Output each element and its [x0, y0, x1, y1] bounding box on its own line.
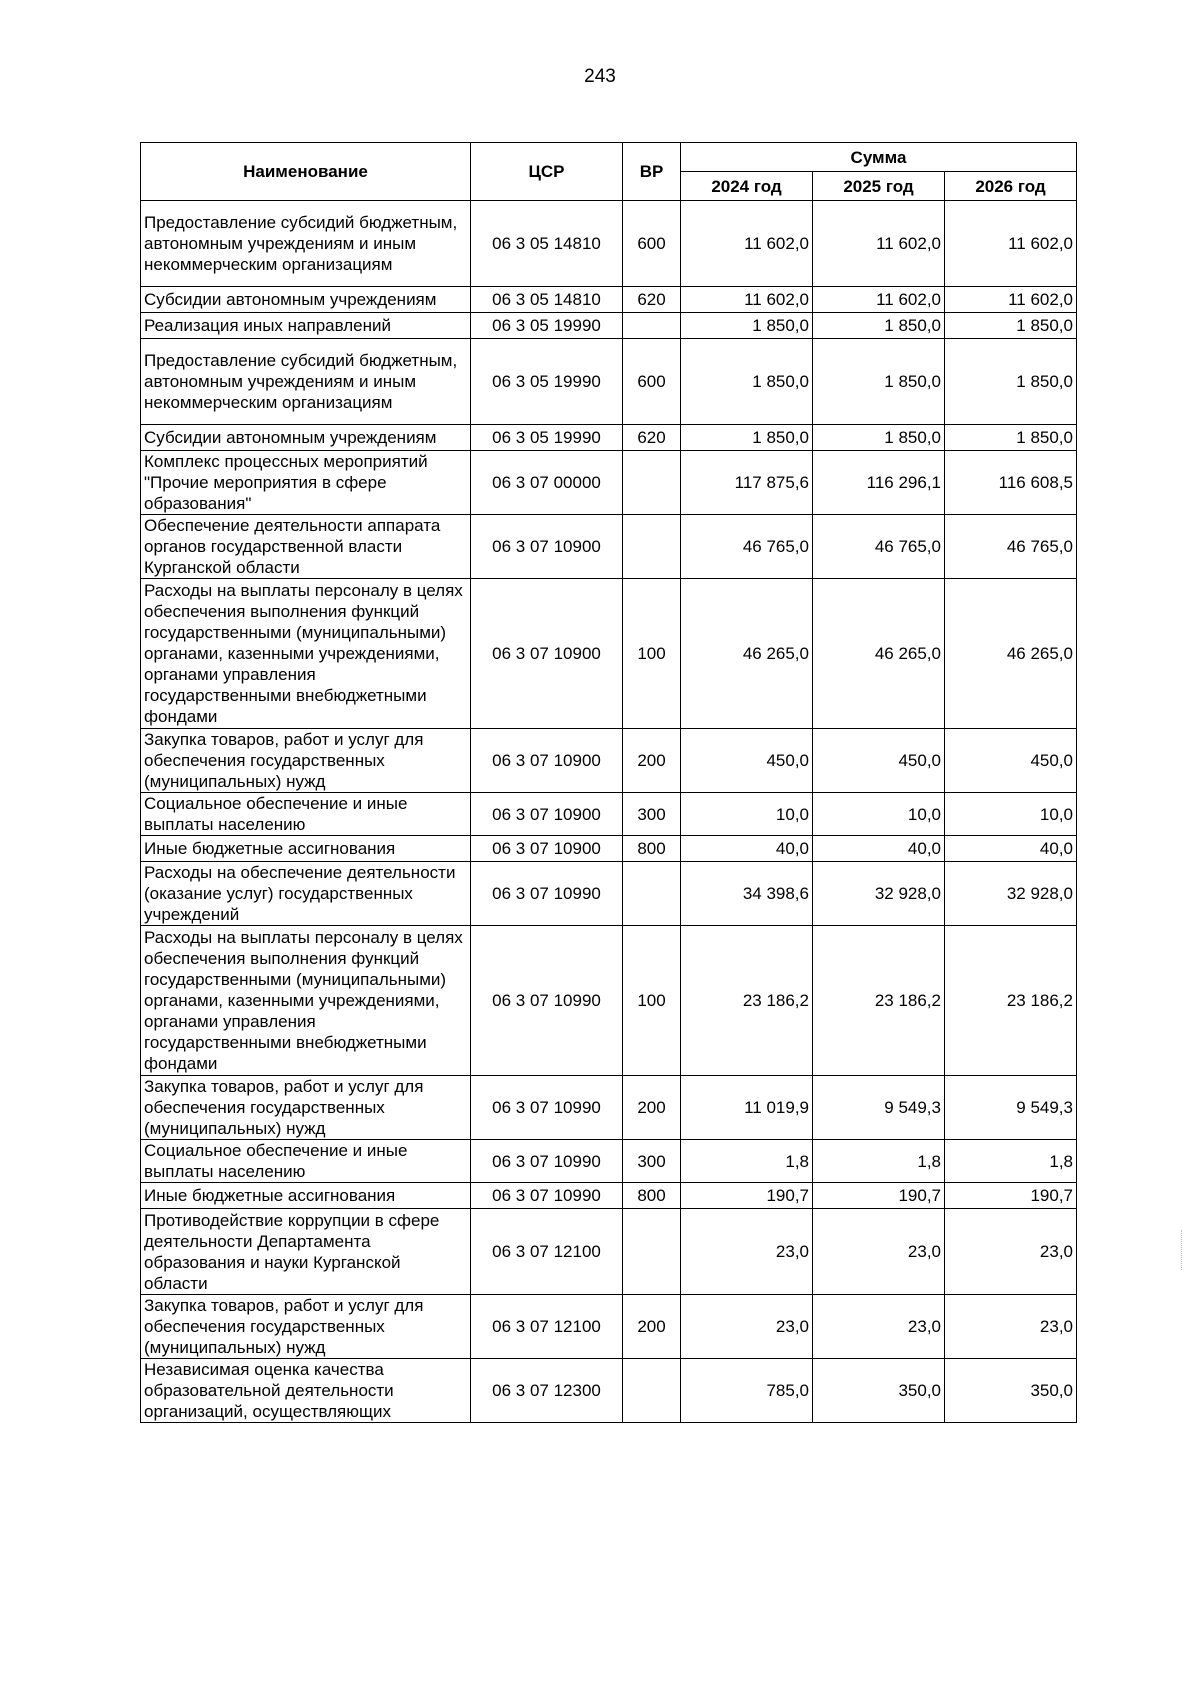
row-name: Обеспечение деятельности аппарата органов государственной власти Курганской области — [141, 515, 471, 579]
row-amount-2026: 450,0 — [945, 729, 1077, 793]
row-csr: 06 3 05 19990 — [471, 313, 623, 339]
row-amount-2025: 23 186,2 — [813, 926, 945, 1076]
row-name: Реализация иных направлений — [141, 313, 471, 339]
row-amount-2025: 23,0 — [813, 1209, 945, 1295]
row-amount-2026: 1,8 — [945, 1140, 1077, 1183]
row-csr: 06 3 07 10900 — [471, 793, 623, 836]
row-amount-2024: 46 265,0 — [681, 579, 813, 729]
row-vr — [623, 1359, 681, 1423]
table-row — [141, 793, 1077, 836]
row-csr: 06 3 07 10900 — [471, 729, 623, 793]
table-row — [141, 926, 1077, 1076]
table-row — [141, 1295, 1077, 1359]
row-amount-2025: 10,0 — [813, 793, 945, 836]
row-vr — [623, 1209, 681, 1295]
row-amount-2024: 11 019,9 — [681, 1076, 813, 1140]
header-2026: 2026 год — [945, 172, 1077, 201]
table-row — [141, 729, 1077, 793]
row-amount-2025: 450,0 — [813, 729, 945, 793]
row-name: Иные бюджетные ассигнования — [141, 836, 471, 862]
row-amount-2025: 1 850,0 — [813, 425, 945, 451]
row-csr: 06 3 07 10900 — [471, 515, 623, 579]
row-amount-2025: 46 265,0 — [813, 579, 945, 729]
row-amount-2024: 785,0 — [681, 1359, 813, 1423]
row-amount-2026: 23,0 — [945, 1295, 1077, 1359]
row-vr: 100 — [623, 579, 681, 729]
header-2024: 2024 год — [681, 172, 813, 201]
row-amount-2024: 23,0 — [681, 1209, 813, 1295]
row-name: Расходы на обеспечение деятельности (оказание услуг) государственных учреждений — [141, 862, 471, 926]
table-row — [141, 313, 1077, 339]
row-csr: 06 3 07 10900 — [471, 836, 623, 862]
scan-artifact — [1181, 1230, 1184, 1270]
row-name: Противодействие коррупции в сфере деятельности Департамента образования и науки Курганской области — [141, 1209, 471, 1295]
header-name: Наименование — [141, 143, 471, 201]
row-amount-2024: 40,0 — [681, 836, 813, 862]
row-amount-2026: 116 608,5 — [945, 451, 1077, 515]
row-amount-2026: 9 549,3 — [945, 1076, 1077, 1140]
row-vr: 800 — [623, 836, 681, 862]
row-amount-2025: 1 850,0 — [813, 313, 945, 339]
row-amount-2025: 350,0 — [813, 1359, 945, 1423]
row-amount-2026: 1 850,0 — [945, 339, 1077, 425]
row-csr: 06 3 07 10990 — [471, 862, 623, 926]
row-amount-2025: 46 765,0 — [813, 515, 945, 579]
table-row — [141, 836, 1077, 862]
page-number: 243 — [584, 66, 616, 87]
row-amount-2026: 11 602,0 — [945, 201, 1077, 287]
row-amount-2026: 10,0 — [945, 793, 1077, 836]
table-row — [141, 201, 1077, 287]
row-vr — [623, 862, 681, 926]
row-csr: 06 3 07 10990 — [471, 1140, 623, 1183]
row-csr: 06 3 07 10990 — [471, 926, 623, 1076]
table-row — [141, 515, 1077, 579]
row-amount-2024: 1 850,0 — [681, 339, 813, 425]
table-row — [141, 579, 1077, 729]
row-amount-2025: 1,8 — [813, 1140, 945, 1183]
table-row — [141, 1183, 1077, 1209]
row-csr: 06 3 05 14810 — [471, 287, 623, 313]
table-row — [141, 287, 1077, 313]
row-vr — [623, 515, 681, 579]
row-name: Субсидии автономным учреждениям — [141, 287, 471, 313]
table-row — [141, 1359, 1077, 1423]
row-amount-2024: 11 602,0 — [681, 287, 813, 313]
row-amount-2026: 350,0 — [945, 1359, 1077, 1423]
row-name: Предоставление субсидий бюджетным, автономным учреждениям и иным некоммерческим организациям — [141, 339, 471, 425]
budget-table — [140, 142, 1077, 1423]
table-row — [141, 339, 1077, 425]
row-amount-2025: 1 850,0 — [813, 339, 945, 425]
row-csr: 06 3 07 12300 — [471, 1359, 623, 1423]
row-vr: 600 — [623, 339, 681, 425]
row-amount-2025: 190,7 — [813, 1183, 945, 1209]
row-vr: 200 — [623, 1295, 681, 1359]
header-2025: 2025 год — [813, 172, 945, 201]
table-row — [141, 1209, 1077, 1295]
row-amount-2024: 1 850,0 — [681, 313, 813, 339]
row-vr: 620 — [623, 425, 681, 451]
table-row — [141, 862, 1077, 926]
row-vr: 100 — [623, 926, 681, 1076]
row-name: Закупка товаров, работ и услуг для обеспечения государственных (муниципальных) нужд — [141, 1076, 471, 1140]
row-amount-2026: 46 765,0 — [945, 515, 1077, 579]
row-amount-2024: 34 398,6 — [681, 862, 813, 926]
row-amount-2026: 1 850,0 — [945, 425, 1077, 451]
row-amount-2025: 116 296,1 — [813, 451, 945, 515]
row-amount-2026: 40,0 — [945, 836, 1077, 862]
row-amount-2024: 46 765,0 — [681, 515, 813, 579]
row-amount-2026: 46 265,0 — [945, 579, 1077, 729]
row-amount-2024: 23 186,2 — [681, 926, 813, 1076]
row-csr: 06 3 07 10990 — [471, 1183, 623, 1209]
row-amount-2025: 11 602,0 — [813, 287, 945, 313]
row-amount-2024: 11 602,0 — [681, 201, 813, 287]
row-csr: 06 3 07 10900 — [471, 579, 623, 729]
row-amount-2025: 40,0 — [813, 836, 945, 862]
row-csr: 06 3 07 12100 — [471, 1209, 623, 1295]
table-body — [141, 201, 1077, 1423]
row-vr: 200 — [623, 1076, 681, 1140]
row-amount-2026: 23 186,2 — [945, 926, 1077, 1076]
table-row — [141, 451, 1077, 515]
row-name: Субсидии автономным учреждениям — [141, 425, 471, 451]
row-name: Расходы на выплаты персоналу в целях обеспечения выполнения функций государственными (муниципальными) органами, казенными учреждениями, органами управления государственными внебюджетными фондами — [141, 926, 471, 1076]
table-row — [141, 1076, 1077, 1140]
row-amount-2026: 190,7 — [945, 1183, 1077, 1209]
row-name: Комплекс процессных мероприятий "Прочие мероприятия в сфере образования" — [141, 451, 471, 515]
row-vr: 800 — [623, 1183, 681, 1209]
row-amount-2025: 9 549,3 — [813, 1076, 945, 1140]
row-csr: 06 3 05 14810 — [471, 201, 623, 287]
header-sum: Сумма — [681, 143, 1077, 172]
row-csr: 06 3 05 19990 — [471, 339, 623, 425]
row-name: Иные бюджетные ассигнования — [141, 1183, 471, 1209]
row-amount-2024: 190,7 — [681, 1183, 813, 1209]
row-amount-2025: 23,0 — [813, 1295, 945, 1359]
row-amount-2024: 23,0 — [681, 1295, 813, 1359]
row-amount-2024: 1,8 — [681, 1140, 813, 1183]
row-amount-2026: 23,0 — [945, 1209, 1077, 1295]
row-vr: 300 — [623, 1140, 681, 1183]
table-header — [141, 143, 1077, 201]
row-csr: 06 3 07 12100 — [471, 1295, 623, 1359]
row-amount-2025: 32 928,0 — [813, 862, 945, 926]
row-amount-2024: 450,0 — [681, 729, 813, 793]
header-vr: ВР — [623, 143, 681, 201]
row-amount-2026: 11 602,0 — [945, 287, 1077, 313]
header-csr: ЦСР — [471, 143, 623, 201]
table-row — [141, 425, 1077, 451]
row-name: Предоставление субсидий бюджетным, автономным учреждениям и иным некоммерческим организациям — [141, 201, 471, 287]
row-amount-2026: 32 928,0 — [945, 862, 1077, 926]
row-csr: 06 3 07 00000 — [471, 451, 623, 515]
row-amount-2026: 1 850,0 — [945, 313, 1077, 339]
row-name: Закупка товаров, работ и услуг для обеспечения государственных (муниципальных) нужд — [141, 729, 471, 793]
row-vr — [623, 313, 681, 339]
row-name: Независимая оценка качества образовательной деятельности организаций, осуществляющих — [141, 1359, 471, 1423]
row-amount-2024: 117 875,6 — [681, 451, 813, 515]
row-amount-2025: 11 602,0 — [813, 201, 945, 287]
row-name: Социальное обеспечение и иные выплаты населению — [141, 793, 471, 836]
row-vr: 200 — [623, 729, 681, 793]
table-row — [141, 1140, 1077, 1183]
row-amount-2024: 10,0 — [681, 793, 813, 836]
row-name: Социальное обеспечение и иные выплаты населению — [141, 1140, 471, 1183]
row-vr: 620 — [623, 287, 681, 313]
row-vr: 600 — [623, 201, 681, 287]
row-csr: 06 3 05 19990 — [471, 425, 623, 451]
row-amount-2024: 1 850,0 — [681, 425, 813, 451]
row-name: Закупка товаров, работ и услуг для обеспечения государственных (муниципальных) нужд — [141, 1295, 471, 1359]
row-csr: 06 3 07 10990 — [471, 1076, 623, 1140]
row-vr: 300 — [623, 793, 681, 836]
row-name: Расходы на выплаты персоналу в целях обеспечения выполнения функций государственными (муниципальными) органами, казенными учреждениями, органами управления государственными внебюджетными фондами — [141, 579, 471, 729]
row-vr — [623, 451, 681, 515]
